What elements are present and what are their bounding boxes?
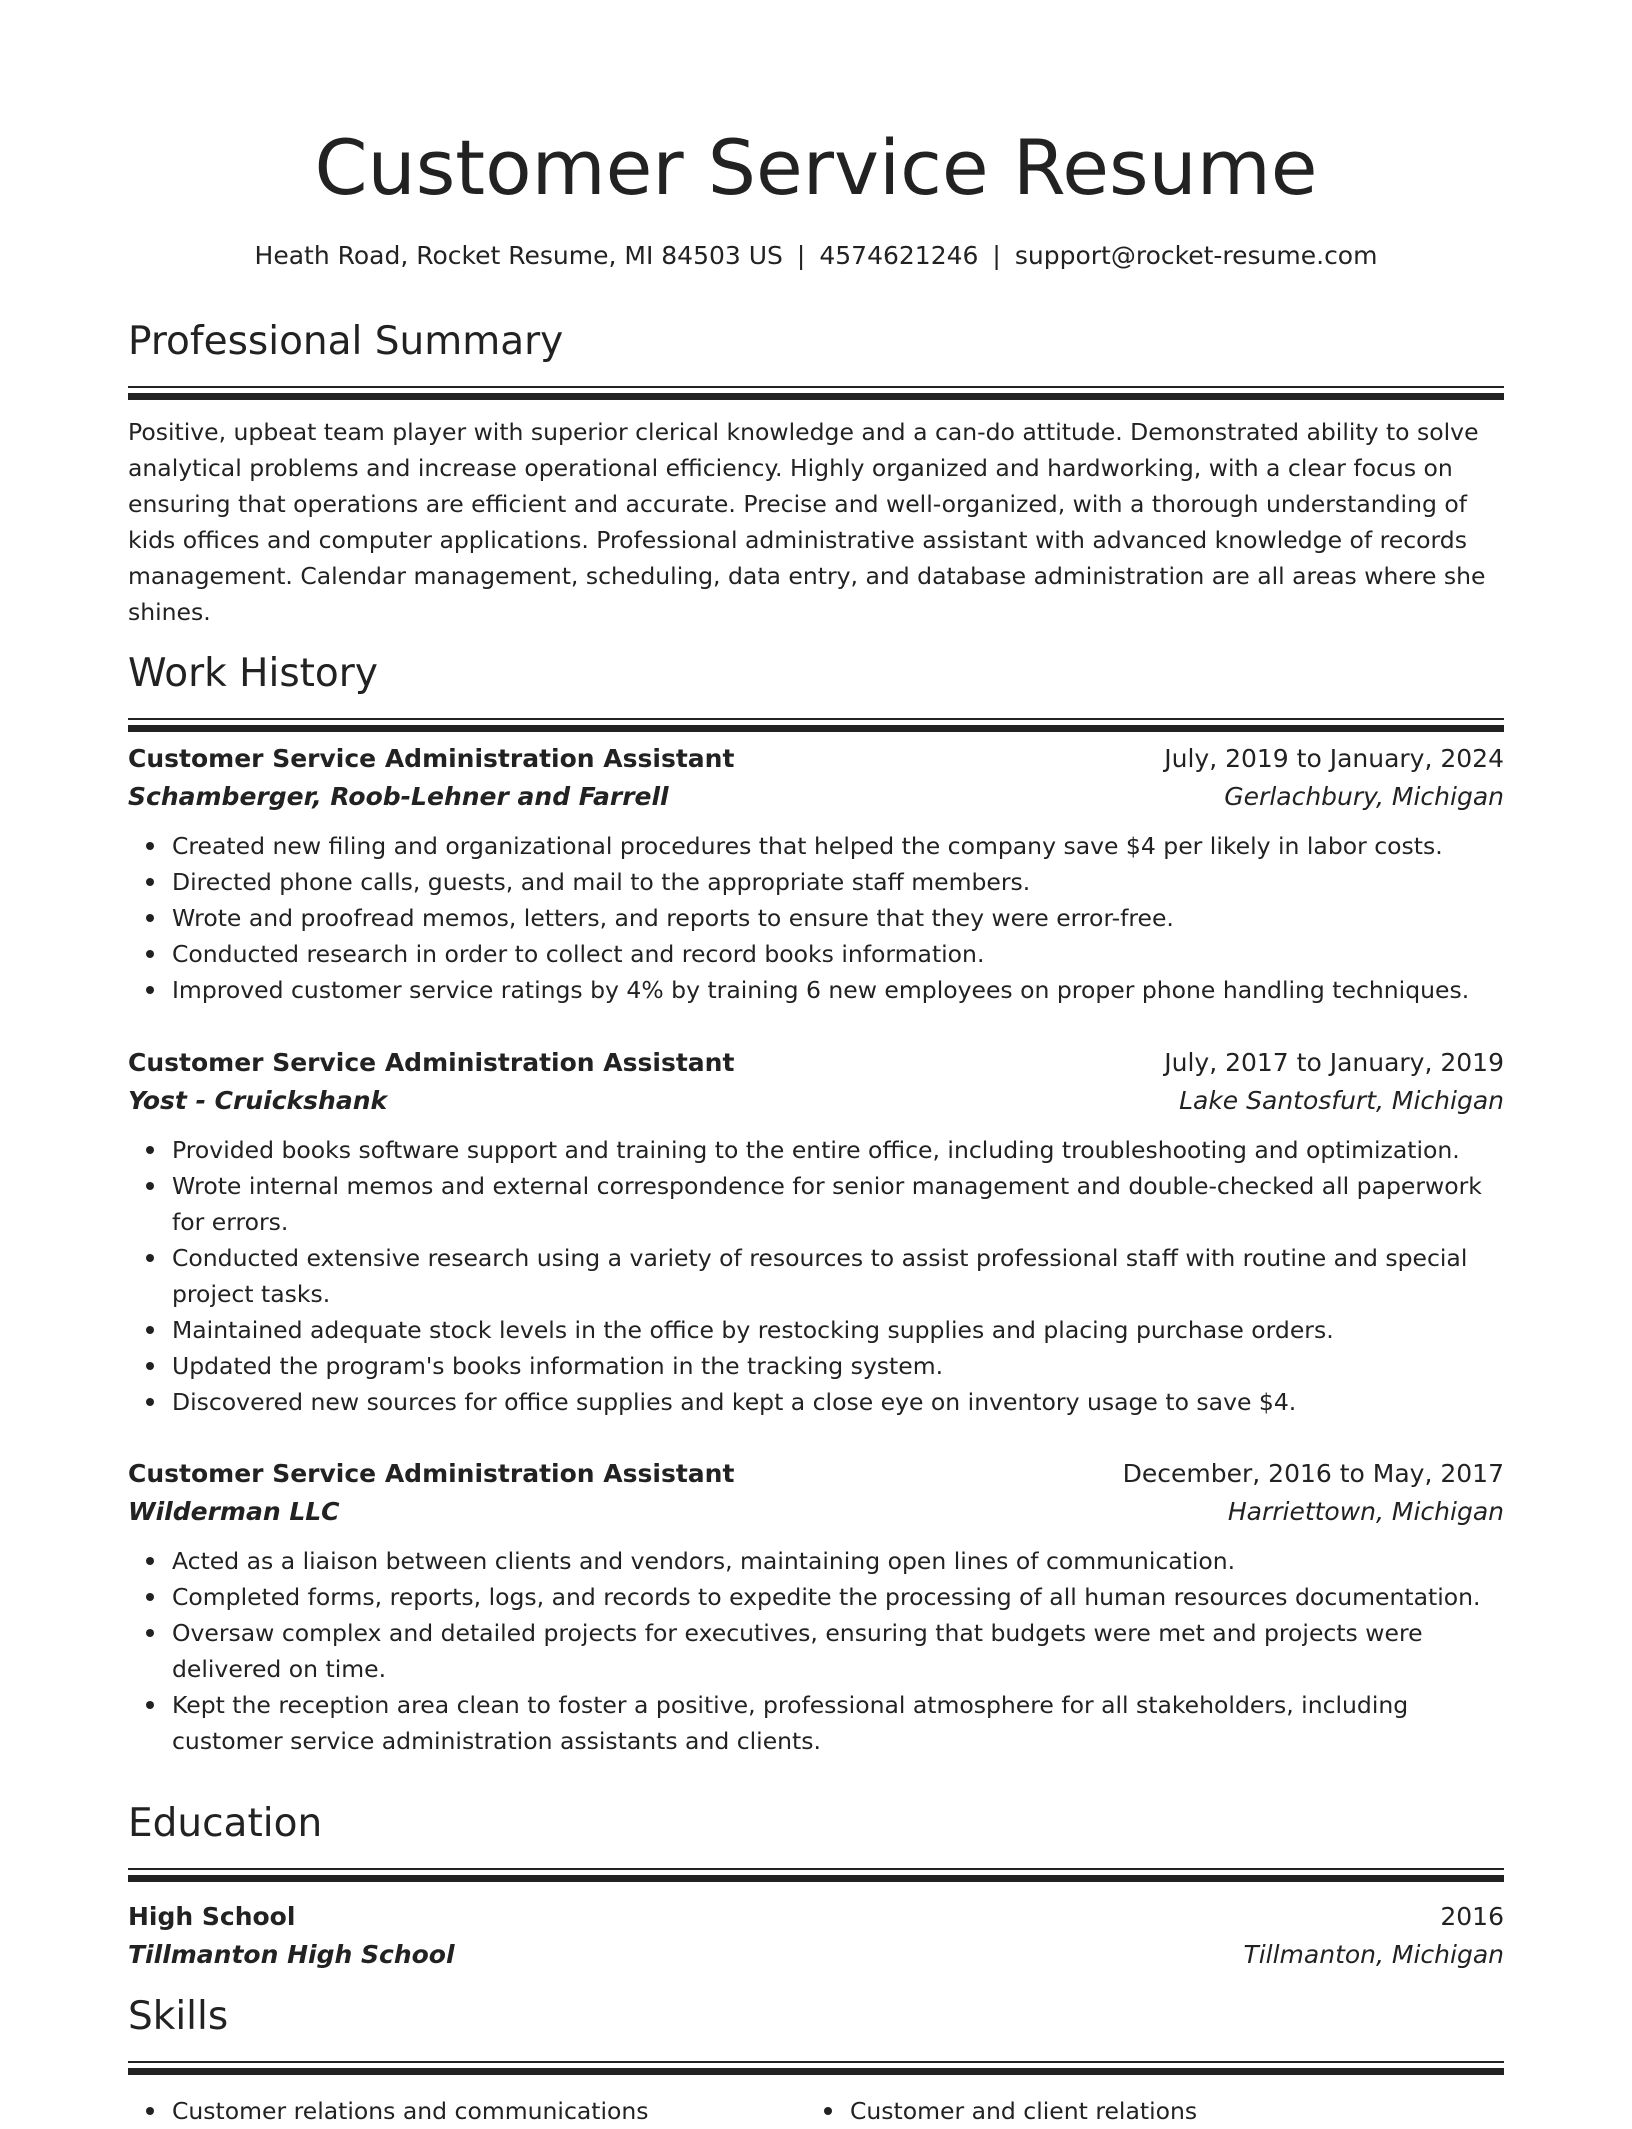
job-header-row <box>128 740 1504 778</box>
section-work-history <box>128 648 1504 732</box>
job-bullet: Provided books software support and training to the entire office, including troubleshooting and optimization. <box>172 1132 1504 1168</box>
skills-columns <box>128 2093 1504 2129</box>
job-bullet: Acted as a liaison between clients and vendors, maintaining open lines of communication. <box>172 1543 1504 1579</box>
education-school: Tillmanton High School <box>128 1940 455 1969</box>
job-company: Yost - Cruickshank <box>128 1086 388 1115</box>
section-summary <box>128 316 1504 630</box>
section-divider <box>128 2061 1504 2063</box>
section-divider-thick <box>128 2068 1504 2075</box>
contact-phone: 4574621246 <box>819 241 979 270</box>
skill-item: Customer relations and communications <box>172 2093 806 2129</box>
job-entry <box>128 1455 1504 1759</box>
contact-email: support@rocket-resume.com <box>1014 241 1378 270</box>
job-dates: December, 2016 to May, 2017 <box>1122 1459 1504 1488</box>
job-bullets <box>128 1132 1504 1420</box>
job-entry <box>128 740 1504 1008</box>
education-degree: High School <box>128 1902 296 1931</box>
section-divider <box>128 1868 1504 1870</box>
job-entry <box>128 1044 1504 1420</box>
section-title-summary: Professional Summary <box>128 319 564 364</box>
education-entry <box>128 1898 1504 1974</box>
section-divider-thick <box>128 725 1504 732</box>
job-bullet: Improved customer service ratings by 4% by training 6 new employees on proper phone handling techniques. <box>172 972 1504 1008</box>
job-bullet: Directed phone calls, guests, and mail to the appropriate staff members. <box>172 864 1504 900</box>
section-skills <box>128 1991 1504 2129</box>
job-bullet: Kept the reception area clean to foster a positive, professional atmosphere for all stakeholders, including customer service administration assistants and clients. <box>172 1687 1504 1759</box>
skills-list <box>128 2093 806 2129</box>
skills-list <box>806 2093 1484 2129</box>
job-bullets <box>128 828 1504 1008</box>
job-company-row <box>128 1493 1504 1531</box>
job-company-row <box>128 778 1504 816</box>
job-dates: July, 2019 to January, 2024 <box>1164 744 1504 773</box>
job-company-row <box>128 1082 1504 1120</box>
job-bullet: Conducted research in order to collect and record books information. <box>172 936 1504 972</box>
section-title-skills: Skills <box>128 1994 229 2039</box>
section-title-work: Work History <box>128 651 378 696</box>
education-header-row <box>128 1898 1504 1936</box>
job-bullet: Discovered new sources for office supplies and kept a close eye on inventory usage to save $4. <box>172 1384 1504 1420</box>
job-company: Schamberger, Roob-Lehner and Farrell <box>128 782 669 811</box>
job-dates: July, 2017 to January, 2019 <box>1164 1048 1504 1077</box>
job-title: Customer Service Administration Assistant <box>128 1048 735 1077</box>
job-company: Wilderman LLC <box>128 1497 340 1526</box>
job-header-row <box>128 1044 1504 1082</box>
skill-item: Customer and client relations <box>850 2093 1484 2129</box>
job-header-row <box>128 1455 1504 1493</box>
section-divider-thick <box>128 393 1504 400</box>
section-title-education: Education <box>128 1801 323 1846</box>
job-bullets <box>128 1543 1504 1759</box>
section-education <box>128 1798 1504 1974</box>
skills-column-left <box>128 2093 806 2129</box>
contact-separator: | <box>992 241 1001 270</box>
contact-address: Heath Road, Rocket Resume, MI 84503 US <box>254 241 783 270</box>
job-bullet: Created new filing and organizational procedures that helped the company save $4 per likely in labor costs. <box>172 828 1504 864</box>
summary-text: Positive, upbeat team player with superior clerical knowledge and a can-do attitude. Demonstrated ability to solve analytical problems and increase operational efficiency. Highly organized and hardworking, with a clear focus on ensuring that operations are efficient and accurate. Precise and well-organized, with a thorough understanding of kids offices and computer applications. Professional administrative assistant with advanced knowledge of records management. Calendar management, scheduling, data entry, and database administration are all areas where she shines. <box>128 418 1486 626</box>
job-bullet: Oversaw complex and detailed projects for executives, ensuring that budgets were met and projects were delivered on time. <box>172 1615 1504 1687</box>
section-divider <box>128 718 1504 720</box>
contact-line <box>128 236 1504 276</box>
job-bullet: Wrote and proofread memos, letters, and reports to ensure that they were error-free. <box>172 900 1504 936</box>
education-school-row <box>128 1936 1504 1974</box>
job-bullet: Updated the program's books information in the tracking system. <box>172 1348 1504 1384</box>
section-divider-thick <box>128 1875 1504 1882</box>
job-location: Harriettown, Michigan <box>1227 1497 1504 1526</box>
section-divider <box>128 386 1504 388</box>
education-year: 2016 <box>1440 1902 1504 1931</box>
job-location: Lake Santosfurt, Michigan <box>1179 1086 1504 1115</box>
contact-separator: | <box>796 241 806 270</box>
skills-column-right <box>806 2093 1484 2129</box>
job-bullet: Completed forms, reports, logs, and records to expedite the processing of all human resources documentation. <box>172 1579 1504 1615</box>
resume-title: Customer Service Resume <box>314 123 1318 212</box>
job-title: Customer Service Administration Assistant <box>128 744 735 773</box>
job-bullet: Conducted extensive research using a variety of resources to assist professional staff with routine and special project tasks. <box>172 1240 1504 1312</box>
education-location: Tillmanton, Michigan <box>1243 1940 1504 1969</box>
job-bullet: Maintained adequate stock levels in the office by restocking supplies and placing purchase orders. <box>172 1312 1504 1348</box>
job-title: Customer Service Administration Assistant <box>128 1459 735 1488</box>
job-bullet: Wrote internal memos and external correspondence for senior management and double-checked all paperwork for errors. <box>172 1168 1504 1240</box>
job-location: Gerlachbury, Michigan <box>1224 782 1504 811</box>
